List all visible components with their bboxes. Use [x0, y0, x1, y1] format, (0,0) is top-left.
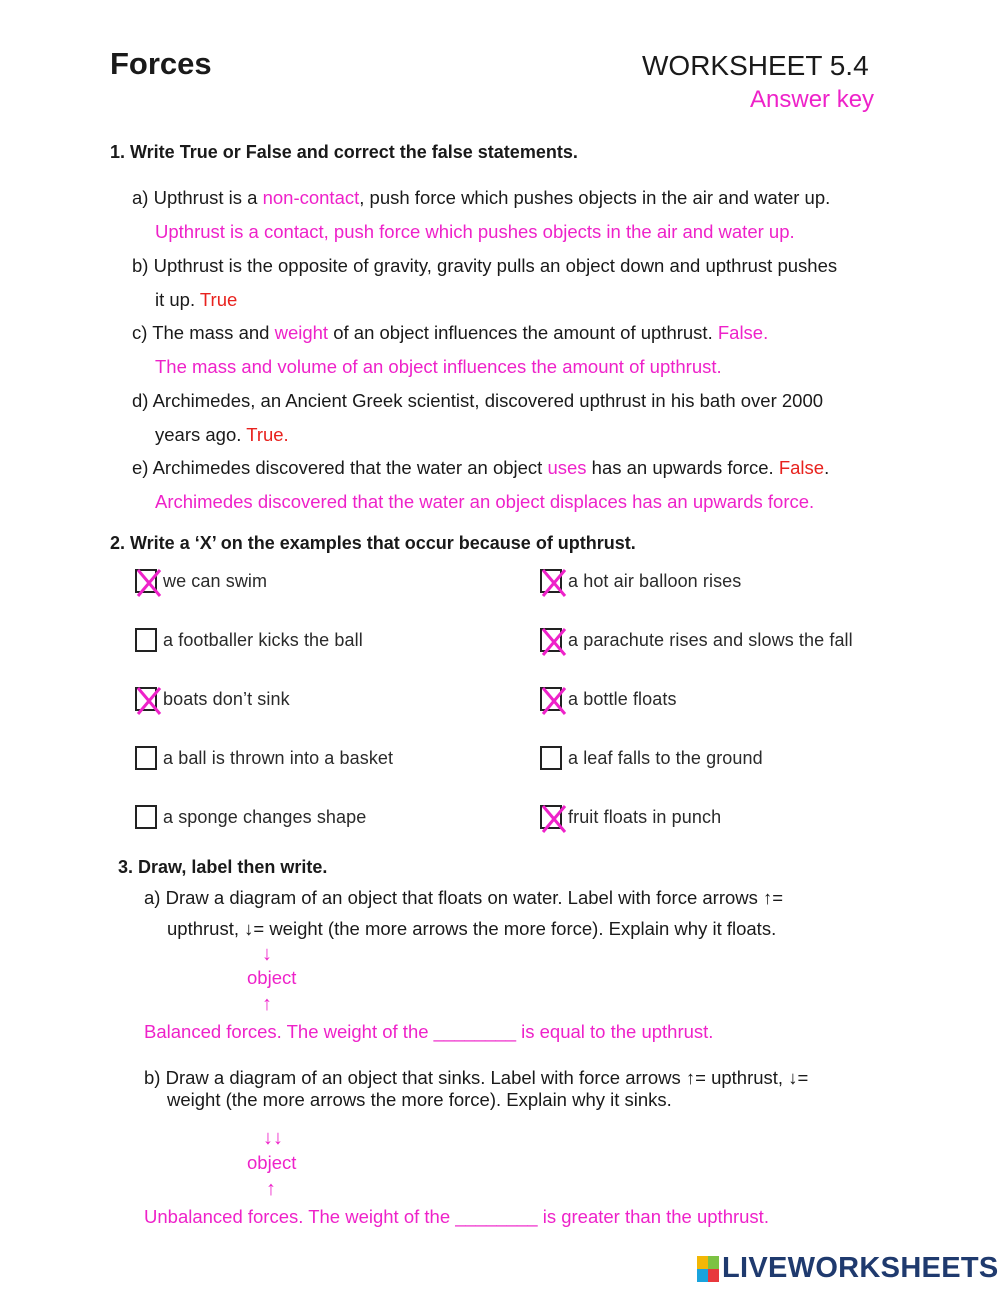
- q2-option-label: we can swim: [163, 570, 268, 591]
- q1-b-line1: b) Upthrust is the opposite of gravity, gravity pulls an object down and upthrust pushes: [132, 255, 838, 276]
- q3-heading: 3. Draw, label then write.: [118, 857, 328, 877]
- checkbox-checked[interactable]: [540, 805, 562, 829]
- q1-e-end: .: [824, 457, 830, 478]
- q3-a-answer: Balanced forces. The weight of the ________ is equal to the upthrust.: [144, 1021, 714, 1042]
- checkbox[interactable]: [135, 628, 157, 652]
- q3-b-object-label: object: [247, 1152, 297, 1173]
- q2-heading: 2. Write a ‘X’ on the examples that occur because of upthrust.: [110, 533, 636, 553]
- q2-option-label: a sponge changes shape: [163, 806, 367, 827]
- answer-key-label: Answer key: [750, 86, 875, 113]
- q2-right-option-4[interactable]: [540, 743, 763, 773]
- q2-option-label: a footballer kicks the ball: [163, 629, 363, 650]
- q2-right-option-5[interactable]: [540, 802, 721, 832]
- liveworksheets-logo[interactable]: [697, 1252, 999, 1285]
- q1-heading: 1. Write True or False and correct the false statements.: [110, 142, 578, 162]
- checkbox-checked[interactable]: [540, 687, 562, 711]
- q1-e-answer: Archimedes discovered that the water an object displaces has an upwards force.: [155, 491, 815, 512]
- q2-right-option-1[interactable]: [540, 566, 741, 596]
- q3-b-answer: Unbalanced forces. The weight of the ________ is greater than the upthrust.: [144, 1206, 769, 1227]
- liveworksheets-logo-icon: [697, 1256, 719, 1282]
- q1-c-prefix: c) The mass and: [132, 322, 275, 343]
- q1-d-verdict: True.: [246, 424, 289, 445]
- q1-a-suffix: , push force which pushes objects in the air and water up.: [359, 187, 831, 208]
- q2-option-label: a parachute rises and slows the fall: [568, 629, 853, 650]
- q3-a-weight-arrow: ↓: [262, 943, 272, 965]
- q1-a-prefix: a) Upthrust is a: [132, 187, 263, 208]
- x-mark-icon: [540, 567, 570, 599]
- checkbox-checked[interactable]: [135, 569, 157, 593]
- q2-option-label: fruit floats in punch: [568, 806, 722, 827]
- q2-left-option-3[interactable]: [135, 684, 290, 714]
- q2-left-option-4[interactable]: [135, 743, 393, 773]
- q1-a-statement: [132, 187, 830, 209]
- worksheet-number: WORKSHEET 5.4: [642, 50, 869, 81]
- page-title: Forces: [110, 46, 212, 81]
- q2-right-option-3[interactable]: [540, 684, 677, 714]
- checkbox-checked[interactable]: [135, 687, 157, 711]
- q3-a-upthrust-arrow: ↑: [262, 993, 272, 1015]
- q2-left-option-2[interactable]: [135, 625, 363, 655]
- q1-e-highlight: uses: [547, 457, 587, 478]
- q2-option-label: boats don’t sink: [163, 688, 290, 709]
- q1-e-statement: [132, 457, 829, 479]
- q1-b-verdict: True: [199, 289, 238, 310]
- q1-a-highlight: non-contact: [262, 187, 360, 208]
- q1-e-suffix: has an upwards force.: [586, 457, 779, 478]
- q3-b-line1: b) Draw a diagram of an object that sinks. Label with force arrows ↑= upthrust, ↓=: [144, 1067, 809, 1088]
- q1-d-line2: [155, 424, 289, 446]
- q2-right-option-2[interactable]: [540, 625, 853, 655]
- q2-left-option-5[interactable]: [135, 802, 366, 832]
- q1-c-highlight: weight: [274, 322, 329, 343]
- q1-c-suffix: of an object influences the amount of upthrust.: [328, 322, 718, 343]
- q1-c-statement: [132, 322, 768, 344]
- q2-option-label: a leaf falls to the ground: [568, 747, 763, 768]
- checkbox[interactable]: [540, 746, 562, 770]
- q3-a-line2: upthrust, ↓= weight (the more arrows the more force). Explain why it floats.: [167, 918, 777, 939]
- x-mark-icon: [135, 685, 165, 717]
- q2-option-label: a hot air balloon rises: [568, 570, 742, 591]
- x-mark-icon: [540, 803, 570, 835]
- q3-b-upthrust-arrow: ↑: [266, 1178, 276, 1200]
- q1-d-line1: d) Archimedes, an Ancient Greek scientist, discovered upthrust in his bath over 2000: [132, 390, 824, 411]
- checkbox-checked[interactable]: [540, 628, 562, 652]
- q3-b-line2: weight (the more arrows the more force). Explain why it sinks.: [167, 1089, 672, 1110]
- q1-d-line2-text: years ago.: [155, 424, 247, 445]
- q1-c-answer: The mass and volume of an object influences the amount of upthrust.: [155, 356, 722, 377]
- x-mark-icon: [135, 567, 165, 599]
- x-mark-icon: [540, 626, 570, 658]
- q2-left-option-1[interactable]: [135, 566, 267, 596]
- q1-e-verdict: False: [778, 457, 825, 478]
- q1-e-prefix: e) Archimedes discovered that the water an object: [132, 457, 548, 478]
- q3-b-weight-arrows: ↓↓: [263, 1127, 283, 1149]
- liveworksheets-brand-text: LIVEWORKSHEETS: [722, 1252, 999, 1284]
- checkbox-checked[interactable]: [540, 569, 562, 593]
- q1-b-line2: [155, 289, 237, 311]
- q3-a-line1: a) Draw a diagram of an object that floats on water. Label with force arrows ↑=: [144, 887, 784, 908]
- q1-b-line2-text: it up.: [155, 289, 200, 310]
- checkbox[interactable]: [135, 805, 157, 829]
- q2-option-label: a bottle floats: [568, 688, 677, 709]
- q3-a-object-label: object: [247, 967, 297, 988]
- checkbox[interactable]: [135, 746, 157, 770]
- q1-a-answer: Upthrust is a contact, push force which pushes objects in the air and water up.: [155, 221, 795, 242]
- x-mark-icon: [540, 685, 570, 717]
- q1-c-verdict: False.: [717, 322, 769, 343]
- q2-option-label: a ball is thrown into a basket: [163, 747, 394, 768]
